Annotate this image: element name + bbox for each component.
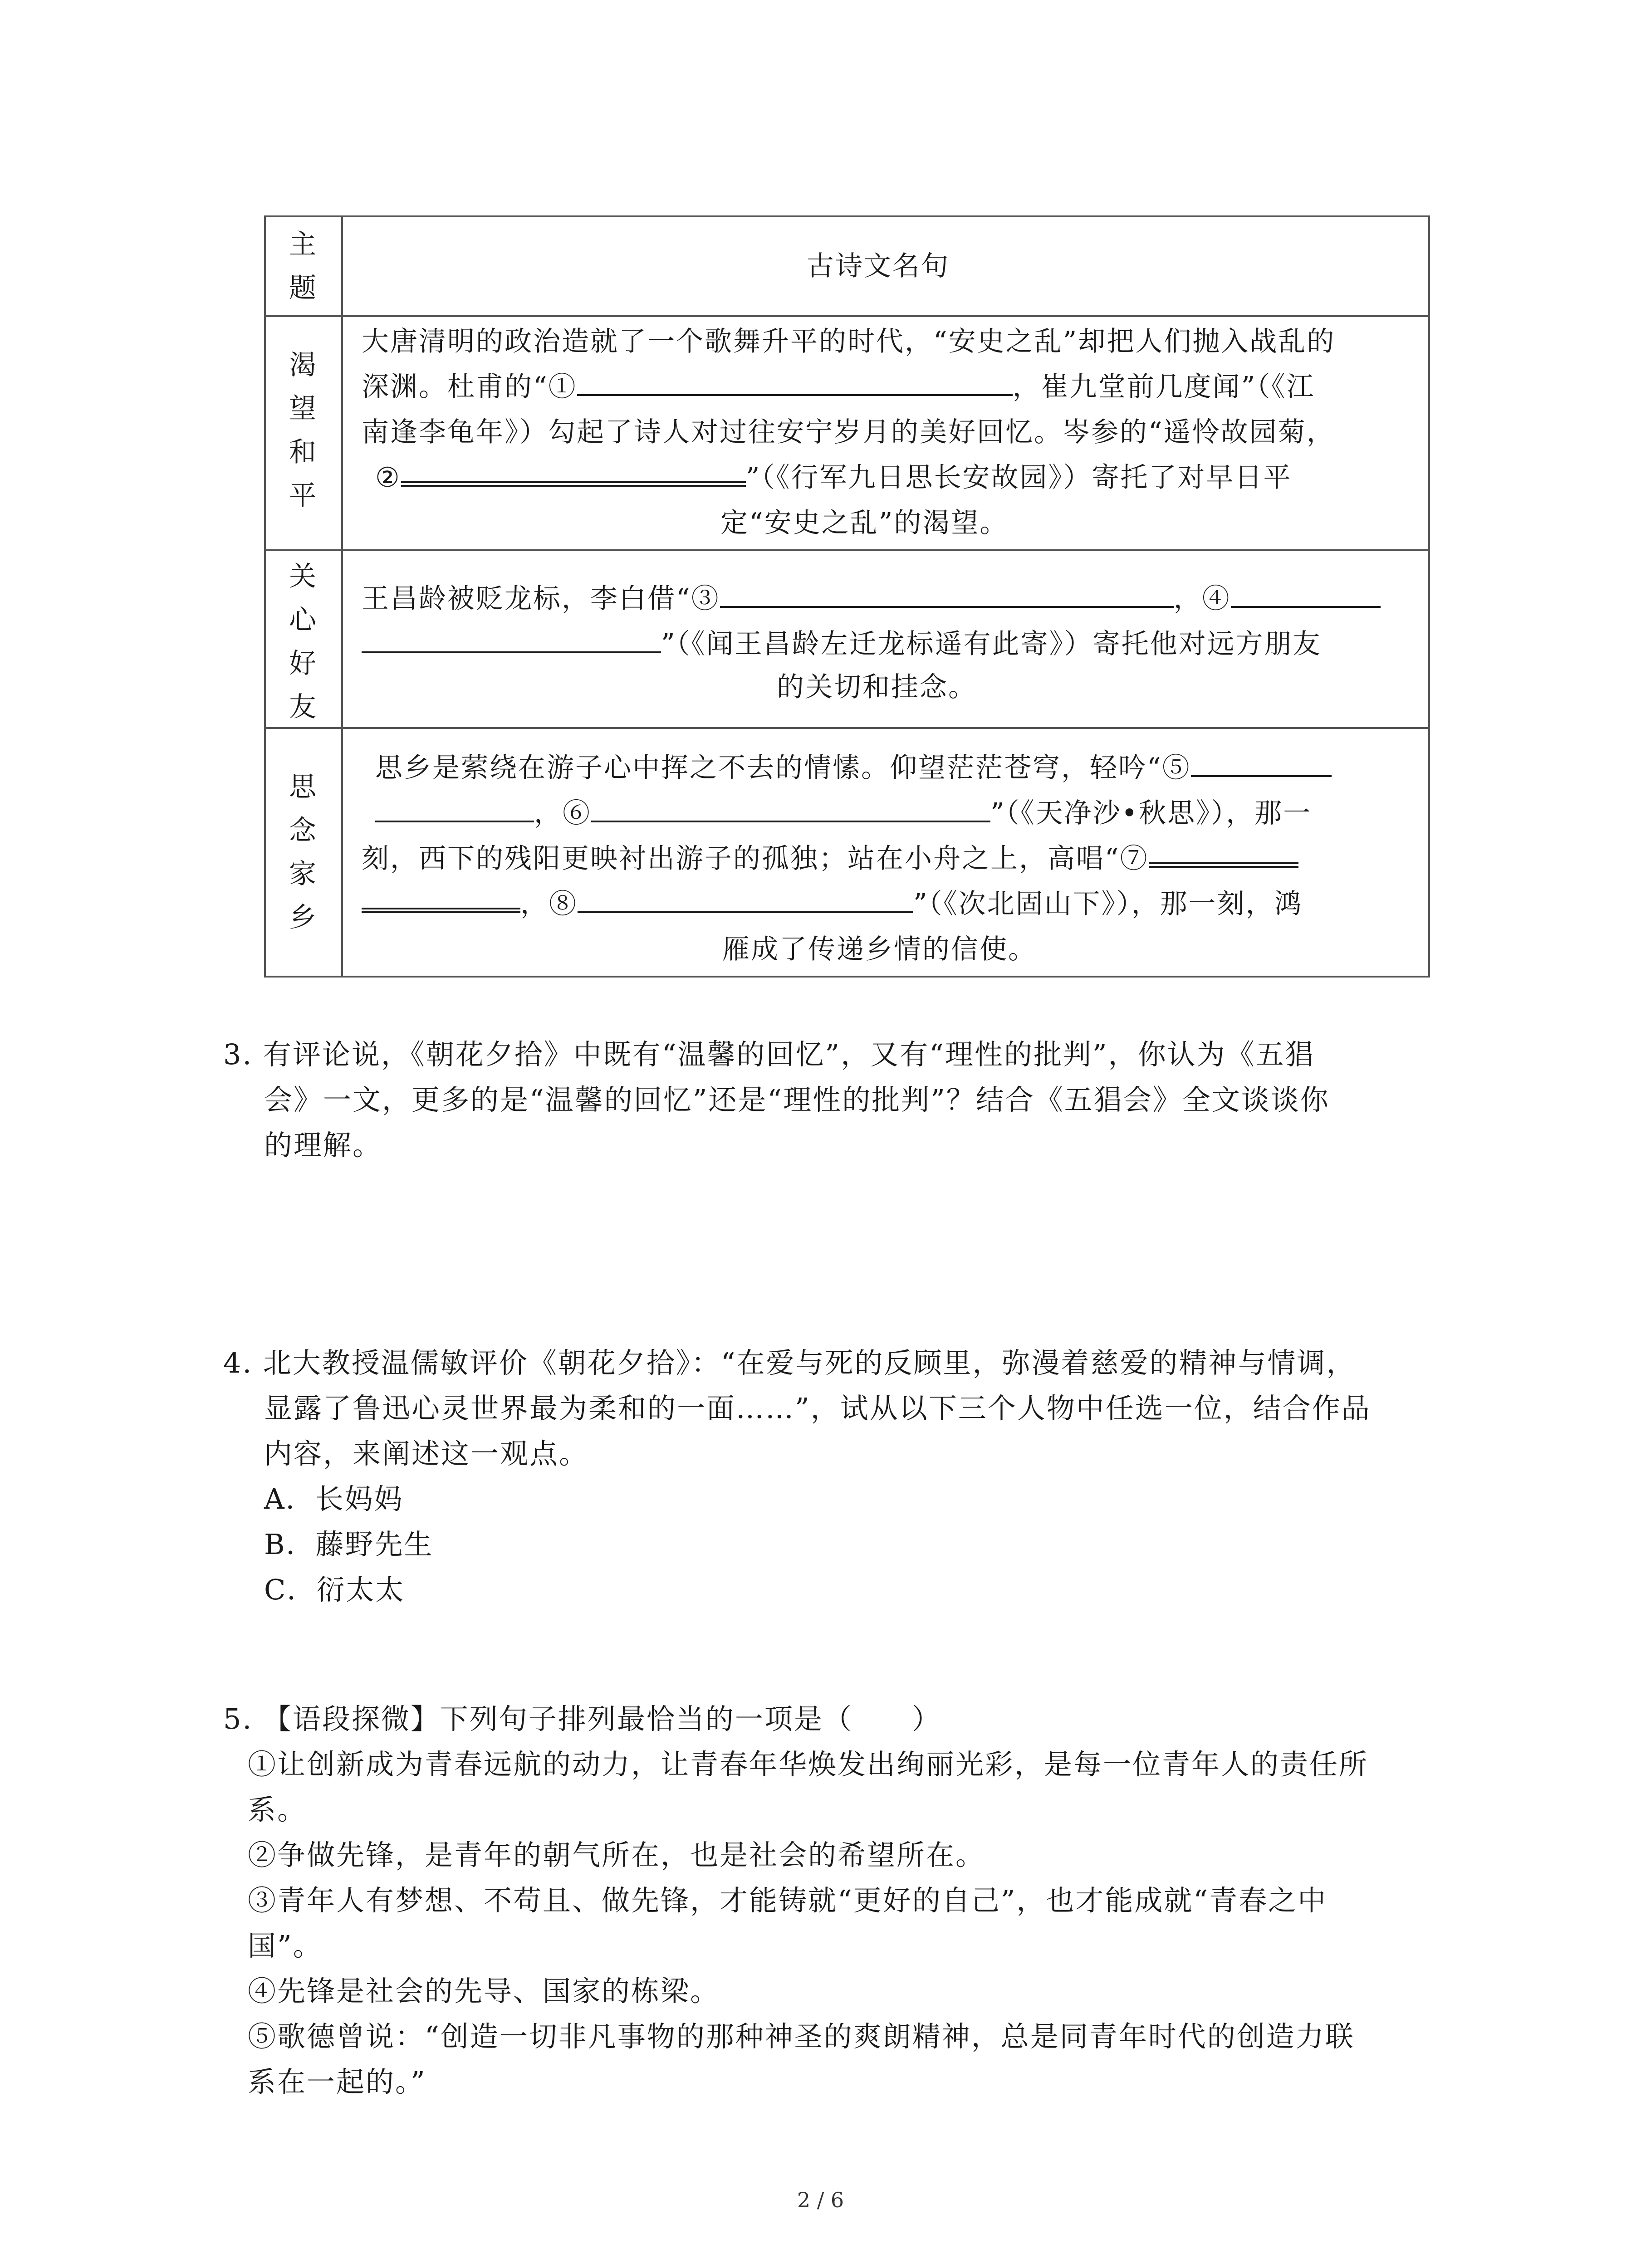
q4-option-b: B．藤野先生 <box>264 1528 434 1561</box>
row1-line4: ② ”（《行军九日思长安故园》）寄托了对早日平 <box>375 455 1292 500</box>
q5-sentence3b: 国”。 <box>248 1929 323 1962</box>
header-label-theme: 主 题 <box>289 229 316 304</box>
q5-line1: 5. 【语段探微】下列句子排列最恰当的一项是（ ） <box>223 1702 941 1735</box>
row1-line3: 南逢李龟年》）勾起了诗人对过往安宁岁月的美好回忆。岑参的“遥怜故园菊， <box>362 416 1335 448</box>
q4-line2: 显露了鲁迅心灵世界最为柔和的一面……”，试从以下三个人物中任选一位，结合作品 <box>264 1392 1371 1425</box>
blank-8[interactable] <box>578 886 913 913</box>
q4-option-a: A．长妈妈 <box>264 1482 404 1515</box>
q4-line1: 4. 北大教授温儒敏评价《朝花夕拾》：“在爱与死的反顾里，弥漫着慈爱的精神与情调， <box>223 1346 1356 1379</box>
q5-sentence5b: 系在一起的。” <box>248 2065 426 2098</box>
row1-line1: 大唐清明的政治造就了一个歌舞升平的时代，“安史之乱”却把人们抛入战乱的 <box>362 326 1336 357</box>
row1-line5: 定“安史之乱”的渴望。 <box>720 507 1009 539</box>
row3-line3: 刻，西下的残阳更映衬出游子的孤独；站在小舟之上，高唱“⑦ <box>362 836 1298 881</box>
blank-7b[interactable] <box>362 884 520 913</box>
row-label-peace: 渴 望 和 平 <box>289 349 316 512</box>
blank-6[interactable] <box>591 795 990 822</box>
row3-line2: ，⑥ ”（《天净沙•秋思》），那一 <box>375 791 1312 836</box>
row3-line1: 思乡是萦绕在游子心中挥之不去的情愫。仰望茫茫苍穹，轻吟“⑤ <box>375 745 1332 791</box>
row2-line3: 的关切和挂念。 <box>777 671 977 703</box>
row2-line1: 王昌龄被贬龙标，李白借“③ ，④ <box>362 576 1381 621</box>
q5-sentence4: ④先锋是社会的先导、国家的栋梁。 <box>248 1975 720 2008</box>
row-label-friends: 关 心 好 友 <box>289 561 316 723</box>
poem-table <box>264 215 1430 978</box>
row1-line2: 深渊。杜甫的“① ，崔九堂前几度闻”（《江 <box>362 364 1315 410</box>
page-number: 2 / 6 <box>797 2188 844 2212</box>
blank-1[interactable] <box>577 369 1013 396</box>
blank-7a[interactable] <box>1149 839 1298 868</box>
row2-line2: ”（《闻王昌龄左迁龙标遥有此寄》）寄托他对远方朋友 <box>362 621 1322 667</box>
row-label-homesick: 思 念 家 乡 <box>289 771 316 934</box>
blank-2[interactable] <box>401 458 746 487</box>
q4-line3: 内容，来阐述这一观点。 <box>264 1437 589 1470</box>
q5-sentence3a: ③青年人有梦想、不苟且、做先锋，才能铸就“更好的自己”，也才能成就“青春之中 <box>248 1884 1327 1917</box>
row3-line4: ，⑧ ”（《次北固山下》），那一刻，鸿 <box>362 881 1303 927</box>
row3-line5: 雁成了传递乡情的信使。 <box>722 934 1037 965</box>
blank-5b[interactable] <box>375 795 534 822</box>
blank-4b[interactable] <box>362 626 661 653</box>
q5-sentence1a: ①让创新成为青春远航的动力，让青春年华焕发出绚丽光彩，是每一位青年人的责任所 <box>248 1748 1369 1781</box>
blank-3[interactable] <box>720 581 1174 608</box>
q3-line1: 3. 有评论说，《朝花夕拾》中既有“温馨的回忆”，又有“理性的批判”，你认为《五猖 <box>223 1038 1315 1071</box>
blank-5a[interactable] <box>1191 750 1332 777</box>
q5-sentence5a: ⑤歌德曾说：“创造一切非凡事物的那种神圣的爽朗精神，总是同青年时代的创造力联 <box>248 2020 1355 2053</box>
q3-line2: 会》一文，更多的是“温馨的回忆”还是“理性的批判”？结合《五猖会》全文谈谈你 <box>264 1083 1330 1116</box>
q5-sentence1b: 系。 <box>248 1793 307 1826</box>
q3-line3: 的理解。 <box>264 1129 382 1162</box>
q5-sentence2: ②争做先锋，是青年的朝气所在，也是社会的希望所在。 <box>248 1838 985 1872</box>
blank-4a[interactable] <box>1231 581 1381 608</box>
header-content-title: 古诗文名句 <box>807 250 950 282</box>
q4-option-c: C．衍太太 <box>264 1573 405 1606</box>
